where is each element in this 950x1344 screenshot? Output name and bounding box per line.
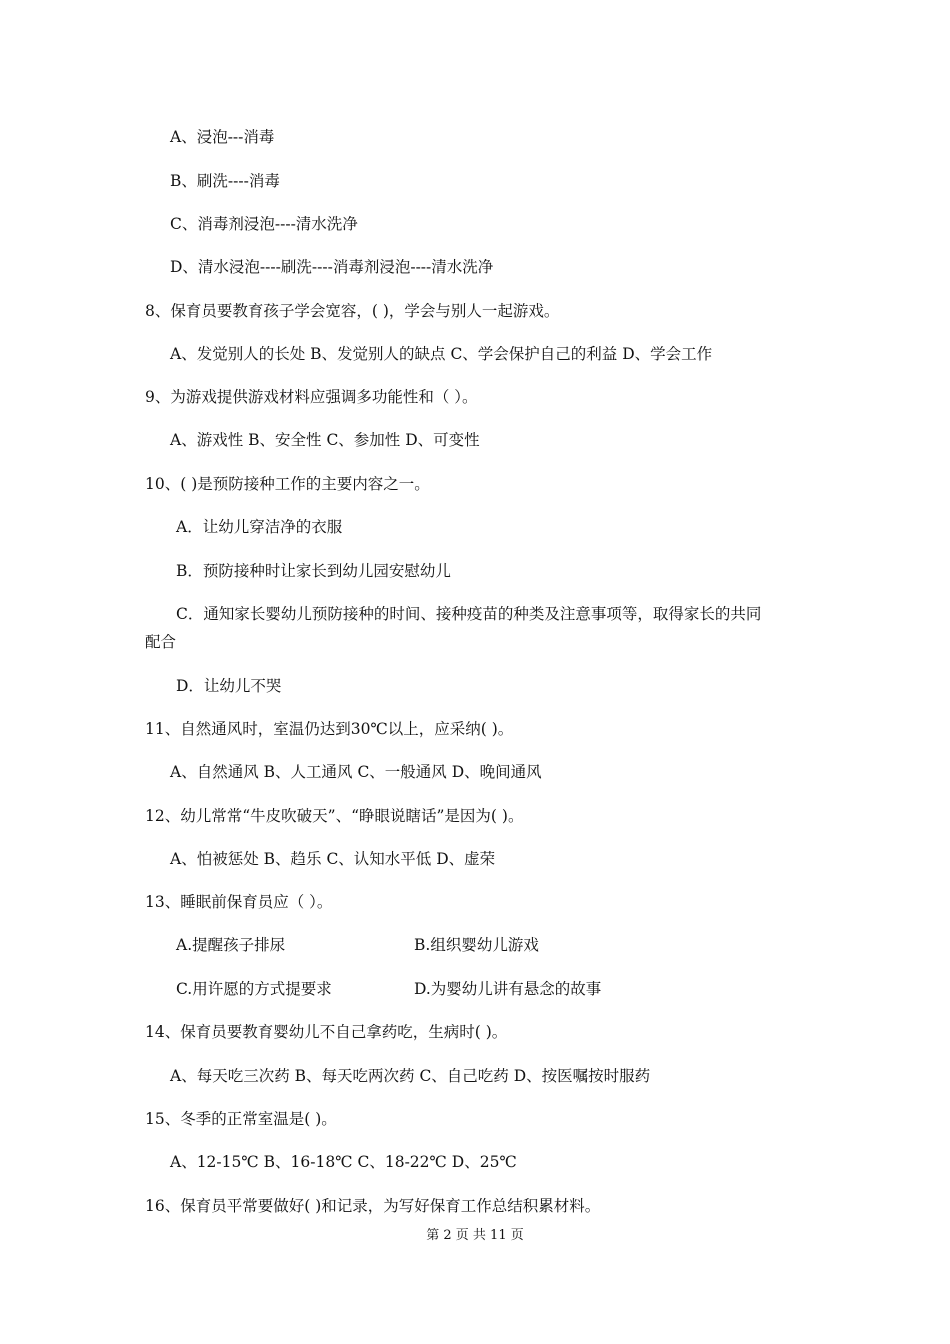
option-line: A、发觉别人的长处 B、发觉别人的缺点 C、学会保护自己的利益 D、学会工作 (170, 345, 713, 363)
option-line: B．预防接种时让家长到幼儿园安慰幼儿 (176, 562, 451, 580)
option-line: A、每天吃三次药 B、每天吃两次药 C、自己吃药 D、按医嘱按时服药 (170, 1067, 651, 1085)
question-11: 11、自然通风时，室温仍达到30℃以上，应采纳( )。 (145, 720, 514, 738)
option-line: A、自然通风 B、人工通风 C、一般通风 D、晚间通风 (170, 763, 542, 781)
option-b: B.组织婴幼儿游戏 (414, 936, 539, 954)
question-8: 8、保育员要教育孩子学会宽容，( )，学会与别人一起游戏。 (145, 302, 560, 320)
option-line: A、游戏性 B、安全性 C、参加性 D、可变性 (170, 431, 480, 449)
option-line: C．通知家长婴幼儿预防接种的时间、接种疫苗的种类及注意事项等，取得家长的共同 (176, 605, 762, 623)
option-line: B、刷洗----消毒 (170, 172, 280, 190)
page-footer: 第 2 页 共 11 页 (426, 1228, 524, 1243)
question-12: 12、幼儿常常“牛皮吹破天”、“睁眼说瞎话”是因为( )。 (145, 807, 524, 825)
question-14: 14、保育员要教育婴幼儿不自己拿药吃，生病时( )。 (145, 1023, 508, 1041)
option-line: A、12-15℃ B、16-18℃ C、18-22℃ D、25℃ (170, 1153, 517, 1171)
option-row (176, 979, 601, 999)
option-line: C、消毒剂浸泡----清水洗净 (170, 215, 358, 233)
option-line: D、清水浸泡----刷洗----消毒剂浸泡----清水洗净 (170, 258, 494, 276)
option-line: A．让幼儿穿洁净的衣服 (176, 518, 343, 536)
option-line: A、怕被惩处 B、趋乐 C、认知水平低 D、虚荣 (170, 850, 496, 868)
option-row (176, 935, 539, 955)
question-10: 10、( )是预防接种工作的主要内容之一。 (145, 475, 430, 493)
option-c: C.用许愿的方式提要求 (176, 980, 332, 998)
question-16: 16、保育员平常要做好( )和记录，为写好保育工作总结积累材料。 (145, 1197, 601, 1215)
question-9: 9、为游戏提供游戏材料应强调多功能性和（ ）。 (145, 388, 478, 406)
question-15: 15、冬季的正常室温是( )。 (145, 1110, 337, 1128)
option-line: D．让幼儿不哭 (176, 677, 282, 695)
option-line: A、浸泡---消毒 (170, 128, 275, 146)
option-d: D.为婴幼儿讲有悬念的故事 (414, 980, 602, 998)
option-a: A.提醒孩子排尿 (176, 936, 286, 954)
question-13: 13、睡眠前保育员应（ ）。 (145, 893, 333, 911)
option-continuation: 配合 (145, 633, 177, 651)
